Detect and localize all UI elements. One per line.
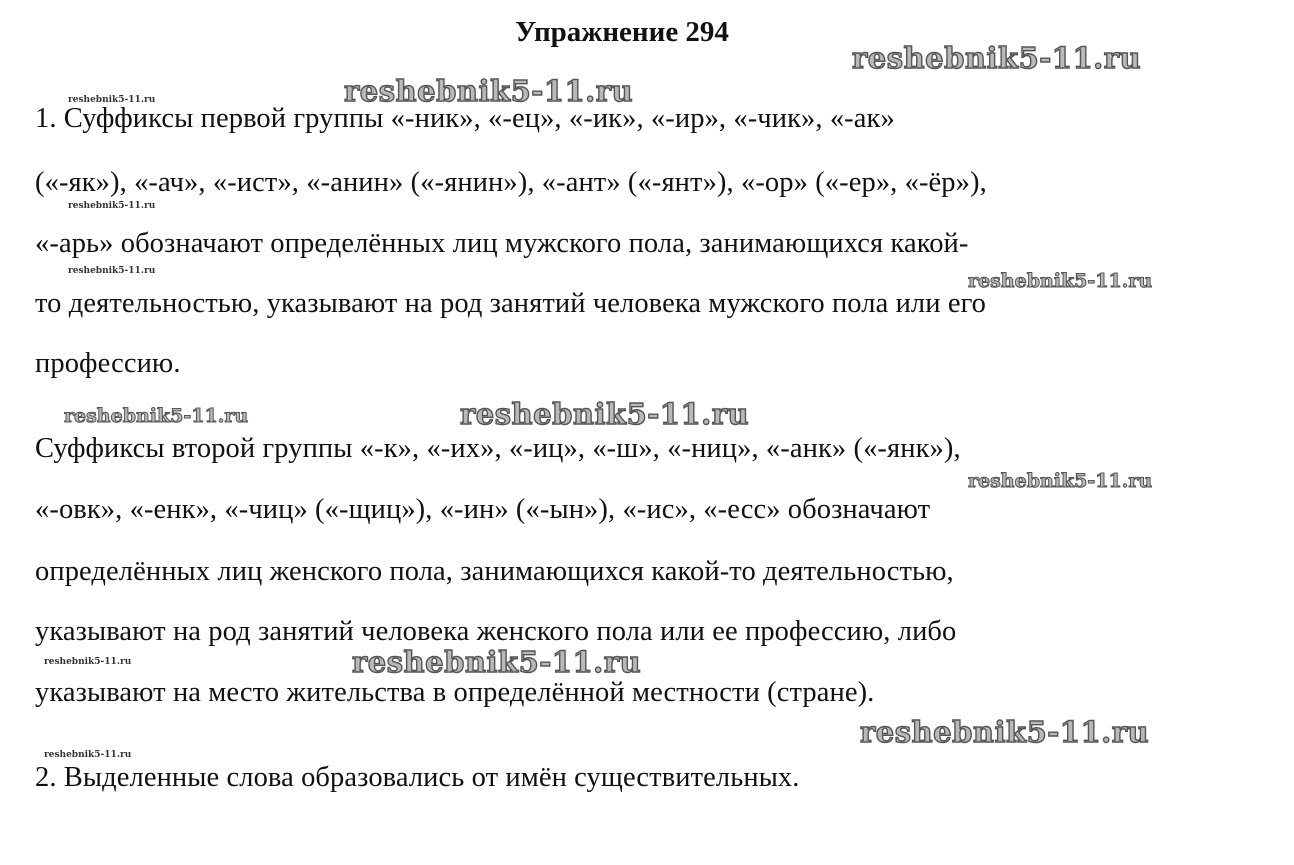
text-line-3: «-арь» обозначают определённых лиц мужского пола, занимающихся какой- [35, 228, 969, 259]
watermark: reshebnik5-11.ru [64, 405, 249, 427]
watermark: reshebnik5-11.ru [68, 266, 156, 276]
watermark: reshebnik5-11.ru [352, 645, 642, 679]
exercise-title: Упражнение 294 [515, 16, 729, 48]
watermark: reshebnik5-11.ru [44, 657, 132, 667]
text-line-6: Суффиксы второй группы «-к», «-их», «-иц», «-ш», «-ниц», «-анк» («-янк»), [35, 433, 961, 464]
text-line-2: («-як»), «-ач», «-ист», «-анин» («-янин»), «-ант» («-янт»), «-ор» («-ер», «-ёр»), [35, 167, 987, 198]
text-line-5: профессию. [35, 348, 181, 379]
watermark: reshebnik5-11.ru [860, 715, 1150, 749]
watermark: reshebnik5-11.ru [68, 201, 156, 211]
text-line-4: то деятельностью, указывают на род занятий человека мужского пола или его [35, 288, 986, 319]
text-line-7: «-овк», «-енк», «-чиц» («-щиц»), «-ин» («-ын»), «-ис», «-есс» обозначают [35, 494, 931, 525]
text-line-8: определённых лиц женского пола, занимающихся какой-то деятельностью, [35, 556, 954, 587]
watermark: reshebnik5-11.ru [968, 470, 1153, 492]
watermark: reshebnik5-11.ru [460, 397, 750, 431]
watermark: reshebnik5-11.ru [68, 95, 156, 105]
text-line-1: 1. Суффиксы первой группы «-ник», «-ец», «-ик», «-ир», «-чик», «-ак» [35, 103, 895, 134]
watermark: reshebnik5-11.ru [344, 74, 634, 108]
text-line-10: указывают на место жительства в определённой местности (стране). [35, 677, 875, 708]
watermark: reshebnik5-11.ru [968, 270, 1153, 292]
text-line-9: указывают на род занятий человека женского пола или ее профессию, либо [35, 616, 957, 647]
watermark: reshebnik5-11.ru [44, 750, 132, 760]
watermark: reshebnik5-11.ru [852, 41, 1142, 75]
text-line-11: 2. Выделенные слова образовались от имён существительных. [35, 762, 800, 793]
